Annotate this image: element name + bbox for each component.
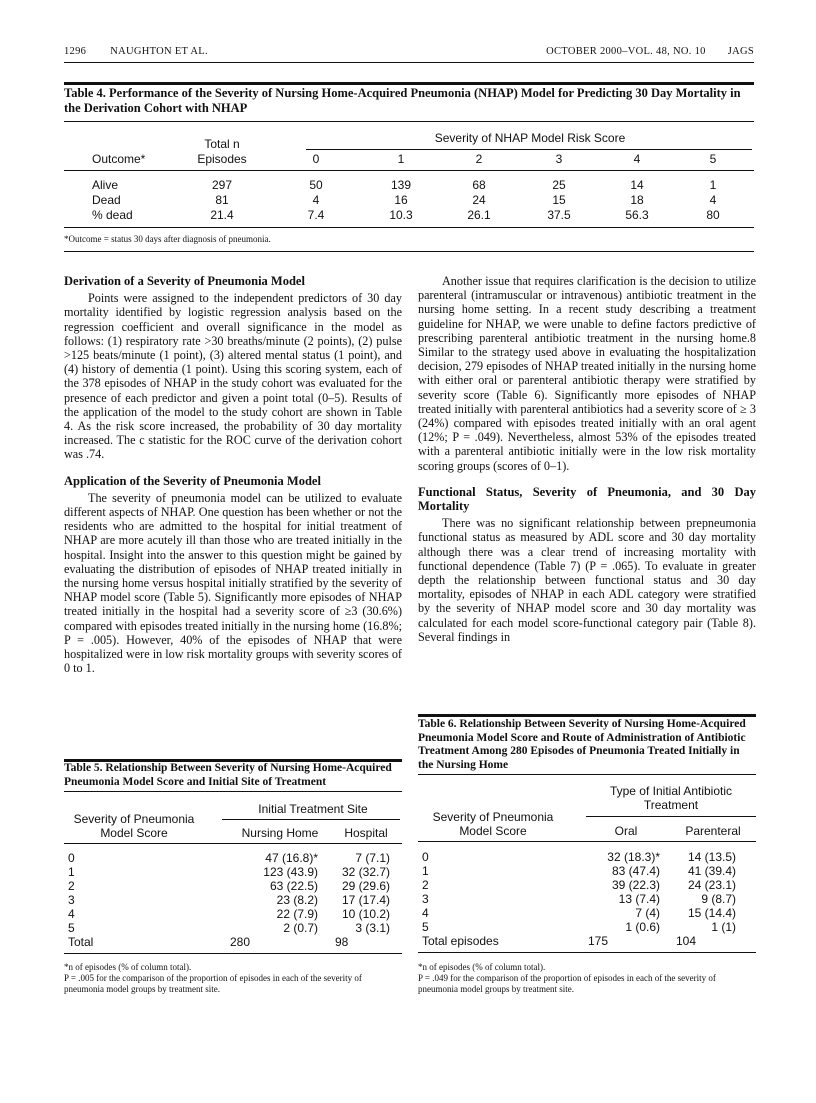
table5-group-rule bbox=[222, 819, 400, 820]
table6-total-oral: 175 bbox=[588, 934, 609, 948]
table6 bbox=[418, 774, 756, 954]
table4-score-1: 1 bbox=[397, 152, 405, 166]
table6-row-score: 4 bbox=[422, 906, 429, 920]
table6-cell: 15 (14.4) bbox=[687, 906, 736, 920]
table5-cell: 3 (3.1) bbox=[355, 921, 390, 935]
table6-bottom-rule bbox=[418, 952, 756, 953]
table4-caption: Table 4. Performance of the Severity of Nursing Home-Acquired Pneumonia (NHAP) Model for Predicting 30 Day Mortality in the Derivation Cohort with NHAP bbox=[64, 86, 741, 115]
table4-cell: 139 bbox=[390, 178, 412, 192]
table4-cell: 80 bbox=[706, 208, 720, 222]
table5-cell: 32 (32.7) bbox=[341, 865, 390, 879]
paragraph-application: The severity of pneumonia model can be utilized to evaluate different aspects of NHAP. One question has been whether or not the residents who are admitted to the hospital for initial treatment of NHAP are more acutely ill than those who are treated initially in the hospital. Insight into the answer to this question might be gained by evaluating the distribution of episodes of NHAP treated initially in the nursing home versus hospital initially stratified by the severity of NHAP model score (Table 5). Significantly more episodes of NHAP treated initially in the hospital had a severity score of ≥3 (30.6%) compared with episodes treated initially in the nursing home (16.8%; P = .005). However, 40% of the episodes of NHAP that were hospitalized were in low risk mortality groups with severity scores of 0 to 1. bbox=[64, 490, 402, 676]
table5-row-total-label: Total bbox=[68, 935, 94, 949]
table5-cell: 2 (0.7) bbox=[283, 921, 318, 935]
table6-cell: 32 (18.3)* bbox=[607, 850, 660, 864]
table5-caption: Table 5. Relationship Between Severity of Nursing Home-Acquired Pneumonia Model Score and Initial Site of Treatment bbox=[64, 762, 392, 788]
table4-group-header: Severity of NHAP Model Risk Score bbox=[434, 131, 626, 145]
paragraph-functional: There was no significant relationship between prepneumonia functional status as measured by ADL score and 30 day mortality although there was a clear trend of increasing mortality with functional dependence (Table 7) (P = .065). To evaluate in greater depth the relationship between functional status and 30 day mortality, episodes of NHAP in each ADL category were stratified by the severity of NHAP model score and 30 day mortality was calculated for each model score-functional category pair (Table 8). Several findings in bbox=[418, 516, 756, 644]
section-heading-derivation: Derivation of a Severity of Pneumonia Model bbox=[64, 274, 305, 288]
section-heading-application: Application of the Severity of Pneumonia Model bbox=[64, 473, 321, 488]
table6-footnotes bbox=[418, 962, 756, 995]
table6-cell: 14 (13.5) bbox=[687, 850, 736, 864]
table4-cell: 297 bbox=[211, 178, 233, 192]
table6-subheader-parenteral: Parenteral bbox=[685, 824, 741, 838]
table5-header-rule bbox=[64, 843, 402, 844]
table4-cell: 4 bbox=[312, 193, 320, 207]
table4-end-rule bbox=[64, 251, 754, 252]
left-column bbox=[64, 274, 402, 675]
header-right bbox=[546, 46, 754, 57]
table6-row-score: 3 bbox=[422, 892, 429, 906]
page-number: 1296 bbox=[64, 46, 87, 57]
table6-total-parenteral: 104 bbox=[676, 934, 697, 948]
table5-row-score: 3 bbox=[68, 893, 75, 907]
right-column bbox=[418, 274, 756, 644]
table6-cell: 13 (7.4) bbox=[618, 892, 660, 906]
table4-cell: 10.3 bbox=[389, 208, 413, 222]
table4-cell: 50 bbox=[309, 178, 323, 192]
table6-cell: 1 (0.6) bbox=[625, 920, 660, 934]
table5-subheader-hospital: Hospital bbox=[344, 826, 388, 840]
table6-group-rule bbox=[586, 816, 756, 817]
table4-cell: 21.4 bbox=[210, 208, 234, 222]
table6-subheader-oral: Oral bbox=[614, 824, 638, 838]
paragraph-parenteral: Another issue that requires clarification is the decision to utilize parenteral (intramuscular or intravenous) antibiotic treatment in the nursing home setting. In a recent study describing a treatment guideline for NHAP, we were unable to define factors predictive of prescribing parenteral antibiotic treatment in the nursing home.8 Similar to the strategy used above in evaluating the hospitalization decision, 279 episodes of NHAP treated initially in the nursing home with either oral or parenteral antibiotic therapy were stratified by severity score (Table 6). Significantly more episodes of NHAP treated initially with parenteral antibiotics had a severity score of ≥ 3 (24%) compared with episodes treated initially with an oral agent (12%; P = .049). Nevertheless, almost 53% of the episodes treated with a parenteral antibiotic initially were in the low risk mortality scoring groups (scores of 0–1). bbox=[418, 274, 756, 473]
table5-group-header: Initial Treatment Site bbox=[258, 802, 368, 816]
table6-cell: 1 (1) bbox=[711, 920, 736, 934]
table6-cell: 41 (39.4) bbox=[687, 864, 736, 878]
table4-total-header-1: Total n bbox=[204, 137, 240, 151]
table4-score-3: 3 bbox=[555, 152, 563, 166]
table5-total-nursing-home: 280 bbox=[230, 935, 251, 949]
table5-row-score: 0 bbox=[68, 851, 75, 865]
table4-score-0: 0 bbox=[312, 152, 320, 166]
table5-footnote-2: P = .005 for the comparison of the proportion of episodes in each of the severity of pneumonia model groups by treatment site. bbox=[64, 973, 362, 994]
header-rule bbox=[64, 62, 754, 63]
table6-cell: 39 (22.3) bbox=[611, 878, 660, 892]
table5-cell: 47 (16.8)* bbox=[265, 851, 318, 865]
table5-bottom-rule bbox=[64, 953, 402, 954]
table4-cell: 26.1 bbox=[467, 208, 491, 222]
table4-score-5: 5 bbox=[709, 152, 717, 166]
table6-col1-header-1: Severity of Pneumonia bbox=[432, 810, 554, 824]
table4-cell: 4 bbox=[709, 193, 717, 207]
table4-row-label: % dead bbox=[92, 208, 133, 222]
table5-cell: 63 (22.5) bbox=[269, 879, 318, 893]
table4-cell: 25 bbox=[552, 178, 566, 192]
table5-footnotes bbox=[64, 962, 402, 995]
table5-col1-header-2: Model Score bbox=[100, 826, 168, 840]
table5-footnote-1: *n of episodes (% of column total). bbox=[64, 962, 192, 972]
header-journal: JAGS bbox=[727, 46, 754, 57]
table5-row-score: 4 bbox=[68, 907, 75, 921]
table5-row-score: 1 bbox=[68, 865, 75, 879]
table5-cell: 7 (7.1) bbox=[355, 851, 390, 865]
table5-cell: 10 (10.2) bbox=[341, 907, 390, 921]
table4-cell: 18 bbox=[630, 193, 644, 207]
table4-cell: 68 bbox=[472, 178, 486, 192]
table5-total-hospital: 98 bbox=[335, 935, 349, 949]
table4-cell: 24 bbox=[472, 193, 486, 207]
table5-cell: 22 (7.9) bbox=[276, 907, 318, 921]
table4-cell: 15 bbox=[552, 193, 566, 207]
table5-row-score: 5 bbox=[68, 921, 75, 935]
table5-cell: 17 (17.4) bbox=[341, 893, 390, 907]
table4-footnote: *Outcome = status 30 days after diagnosis of pneumonia. bbox=[64, 234, 271, 244]
table6-footnote-1: *n of episodes (% of column total). bbox=[418, 962, 546, 972]
table4-cell: 1 bbox=[709, 178, 717, 192]
table4-header-rule bbox=[64, 170, 754, 171]
table4-bottom-rule bbox=[64, 227, 754, 228]
table5 bbox=[64, 791, 402, 961]
header-issue: OCTOBER 2000–VOL. 48, NO. 10 bbox=[546, 46, 706, 57]
table4-group-rule bbox=[306, 149, 752, 150]
table4-cell: 56.3 bbox=[625, 208, 649, 222]
table6-col1-header-2: Model Score bbox=[459, 824, 527, 838]
table6-cell: 7 (4) bbox=[635, 906, 660, 920]
header-left bbox=[64, 46, 208, 57]
table5-row-score: 2 bbox=[68, 879, 75, 893]
table6-row-score: 5 bbox=[422, 920, 429, 934]
table6-group-header-1: Type of Initial Antibiotic bbox=[609, 784, 733, 798]
header-authors: NAUGHTON ET AL. bbox=[110, 46, 208, 57]
table5-subheader-nursing-home: Nursing Home bbox=[241, 826, 319, 840]
table4-cell: 7.4 bbox=[307, 208, 325, 222]
table4-row-label: Alive bbox=[92, 178, 119, 192]
table6-row-score: 2 bbox=[422, 878, 429, 892]
table4 bbox=[64, 121, 754, 236]
table6-cell: 83 (47.4) bbox=[611, 864, 660, 878]
table6-footnote-2: P = .049 for the comparison of the proportion of episodes in each of the severity of pneumonia model groups by treatment site. bbox=[418, 973, 716, 994]
table4-outcome-header: Outcome* bbox=[92, 152, 146, 166]
table6-group-header-2: Treatment bbox=[643, 798, 699, 812]
section-heading-functional: Functional Status, Severity of Pneumonia, and 30 Day Mortality bbox=[418, 484, 756, 514]
table4-score-4: 4 bbox=[633, 152, 641, 166]
table4-score-2: 2 bbox=[475, 152, 483, 166]
table4-cell: 81 bbox=[215, 193, 229, 207]
table4-cell: 37.5 bbox=[547, 208, 571, 222]
table4-cell: 16 bbox=[394, 193, 408, 207]
table4-cell: 14 bbox=[630, 178, 644, 192]
paragraph-derivation: Points were assigned to the independent predictors of 30 day mortality identified by logistic regression analysis based on the regression coefficient and overall significance in the model as follows: (1) respiratory rate >30 breaths/minute (2 points), (2) pulse >125 beats/minute (1 point), (3) altered mental status (1 point), and (4) history of dementia (1 point). Using this scoring system, each of the 378 episodes of NHAP in the study cohort was evaluated for the presence of each predictor and given a point total (0–5). Results of the application of the model to the study cohort are shown in Table 4. As the risk score increased, the probability of 30 day mortality increased. The c statistic for the ROC curve of the derivation cohort was .74. bbox=[64, 291, 402, 462]
table4-top-rule bbox=[64, 82, 754, 85]
table5-col1-header-1: Severity of Pneumonia bbox=[73, 812, 195, 826]
table6-cell: 9 (8.7) bbox=[701, 892, 736, 906]
table6-row-total-label: Total episodes bbox=[422, 934, 499, 948]
table6-caption: Table 6. Relationship Between Severity of Nursing Home-Acquired Pneumonia Model Score and Route of Administration of Antibiotic Treatment Among 280 Episodes of Pneumonia Treated Initially in the Nursing Home bbox=[418, 718, 746, 771]
table4-row-label: Dead bbox=[92, 193, 121, 207]
table4-total-header-2: Episodes bbox=[197, 152, 247, 166]
table5-cell: 29 (29.6) bbox=[341, 879, 390, 893]
table6-row-score: 1 bbox=[422, 864, 429, 878]
table6-top-rule bbox=[418, 714, 756, 717]
table5-cell: 23 (8.2) bbox=[276, 893, 318, 907]
table6-header-rule bbox=[418, 841, 756, 842]
table6-cell: 24 (23.1) bbox=[687, 878, 736, 892]
table5-cell: 123 (43.9) bbox=[263, 865, 318, 879]
table6-row-score: 0 bbox=[422, 850, 429, 864]
